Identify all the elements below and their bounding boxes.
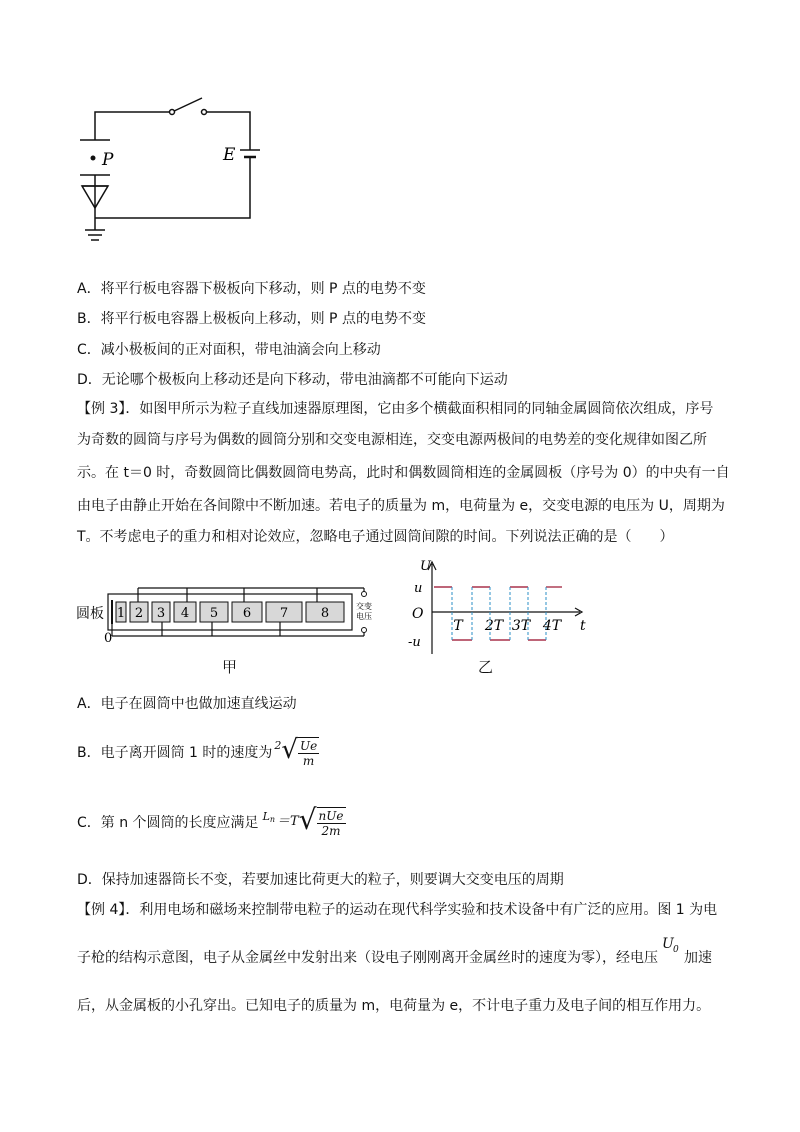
u0-letter: U — [662, 936, 674, 952]
caption-yi: 乙 — [478, 658, 494, 676]
axis-y-label: U — [420, 559, 431, 574]
option2-c-fraction — [317, 807, 346, 838]
option2-c — [77, 800, 346, 844]
u0-sub: 0 — [673, 945, 679, 955]
ex4-line-2b: 加速 — [684, 950, 712, 966]
sqrt-sign: √ — [298, 803, 317, 836]
ex4-line-2a: 子枪的结构示意图，电子从金属丝中发射出来（设电子刚刚离开金属丝时的速度为零），经电压 — [77, 950, 658, 966]
option2-b-coef: 2 — [274, 738, 282, 752]
option2-c-lhs: L — [262, 809, 270, 823]
ex4-line-3: 后，从金属板的小孔穿出。已知电子的质量为 m，电荷量为 e，不计电子重力及电子间的相互作用力。 — [77, 998, 711, 1014]
power-label-2: 电压 — [356, 612, 372, 621]
option2-b-text: B．电子离开圆筒 1 时的速度为 — [77, 745, 273, 761]
caption-jia: 甲 — [222, 658, 238, 676]
circuit-diagram — [60, 90, 280, 260]
fraction-numerator: nUe — [318, 808, 344, 823]
option-c: C．减小极板间的正对面积，带电油滴会向上移动 — [77, 342, 381, 358]
option2-b-fraction — [298, 737, 319, 768]
zero-label: 0 — [104, 631, 113, 646]
label-p: P — [102, 150, 114, 170]
plate-label: 圆板 — [76, 606, 104, 622]
power-label-1: 交变 — [356, 602, 372, 611]
oil-drop-dot — [91, 156, 96, 161]
u0-symbol — [660, 936, 682, 970]
ex3-line-2: 为奇数的圆筒与序号为偶数的圆筒分别和交变电源相连，交变电源两极间的电势差的变化规律如图乙所 — [77, 432, 707, 448]
cyl-1: 1 — [116, 606, 126, 621]
option-d: D．无论哪个极板向上移动还是向下移动，带电油滴都不可能向下运动 — [77, 372, 508, 388]
tick-t: T — [453, 618, 463, 634]
ex3-line-5: T。不考虑电子的重力和相对论效应，忽略电子通过圆筒间隙的时间。下列说法正确的是（ ） — [77, 529, 674, 545]
axis-x-label: t — [580, 618, 586, 634]
option2-b — [77, 732, 319, 772]
fraction-denominator: 2m — [321, 823, 341, 838]
cyl-7: 7 — [279, 606, 289, 621]
ex4-line-2 — [77, 936, 712, 970]
sqrt-sign: √ — [281, 735, 298, 765]
option2-a: A．电子在圆筒中也做加速直线运动 — [77, 696, 297, 712]
cyl-6: 6 — [242, 606, 252, 621]
ex3-line-3: 示。在 t＝0 时，奇数圆筒比偶数圆筒电势高，此时和偶数圆筒相连的金属圆板（序号为 0）的中央有一自 — [77, 465, 730, 481]
label-e: E — [223, 145, 236, 165]
origin-label: O — [412, 606, 424, 622]
level-neg-label: -u — [408, 635, 421, 650]
option2-c-sub: n — [269, 814, 276, 824]
option-b: B．将平行板电容器上极板向上移动，则 P 点的电势不变 — [77, 311, 426, 327]
ex3-line-1: 【例 3】．如图甲所示为粒子直线加速器原理图，它由多个横截面积相同的同轴金属圆筒依次组成，序号 — [77, 401, 714, 417]
tick-3t: 3T — [511, 618, 531, 634]
ex3-line-4: 由电子由静止开始在各间隙中不断加速。若电子的质量为 m，电荷量为 e，交变电源的电压为 U，周期为 — [77, 498, 725, 514]
fraction-denominator: m — [302, 753, 315, 768]
cyl-5: 5 — [209, 606, 219, 621]
cyl-2: 2 — [134, 606, 144, 621]
option-a: A．将平行板电容器下极板向下移动，则 P 点的电势不变 — [77, 281, 426, 297]
option2-c-mid: ＝T — [277, 813, 299, 829]
cyl-3: 3 — [156, 606, 166, 621]
level-pos-label: u — [414, 581, 423, 596]
fraction-numerator: Ue — [300, 738, 318, 753]
cyl-4: 4 — [180, 606, 190, 621]
tick-4t: 4T — [542, 618, 562, 634]
figure-yi-waveform — [400, 558, 600, 658]
cyl-8: 8 — [320, 606, 330, 621]
tick-2t: 2T — [484, 618, 504, 634]
option2-d: D．保持加速器筒长不变，若要加速比荷更大的粒子，则要调大交变电压的周期 — [77, 872, 564, 888]
ex4-line-1: 【例 4】．利用电场和磁场来控制带电粒子的运动在现代科学实验和技术设备中有广泛的应用。图 1 为电 — [77, 902, 718, 918]
option2-c-text: C．第 n 个圆筒的长度应满足 — [77, 815, 259, 831]
